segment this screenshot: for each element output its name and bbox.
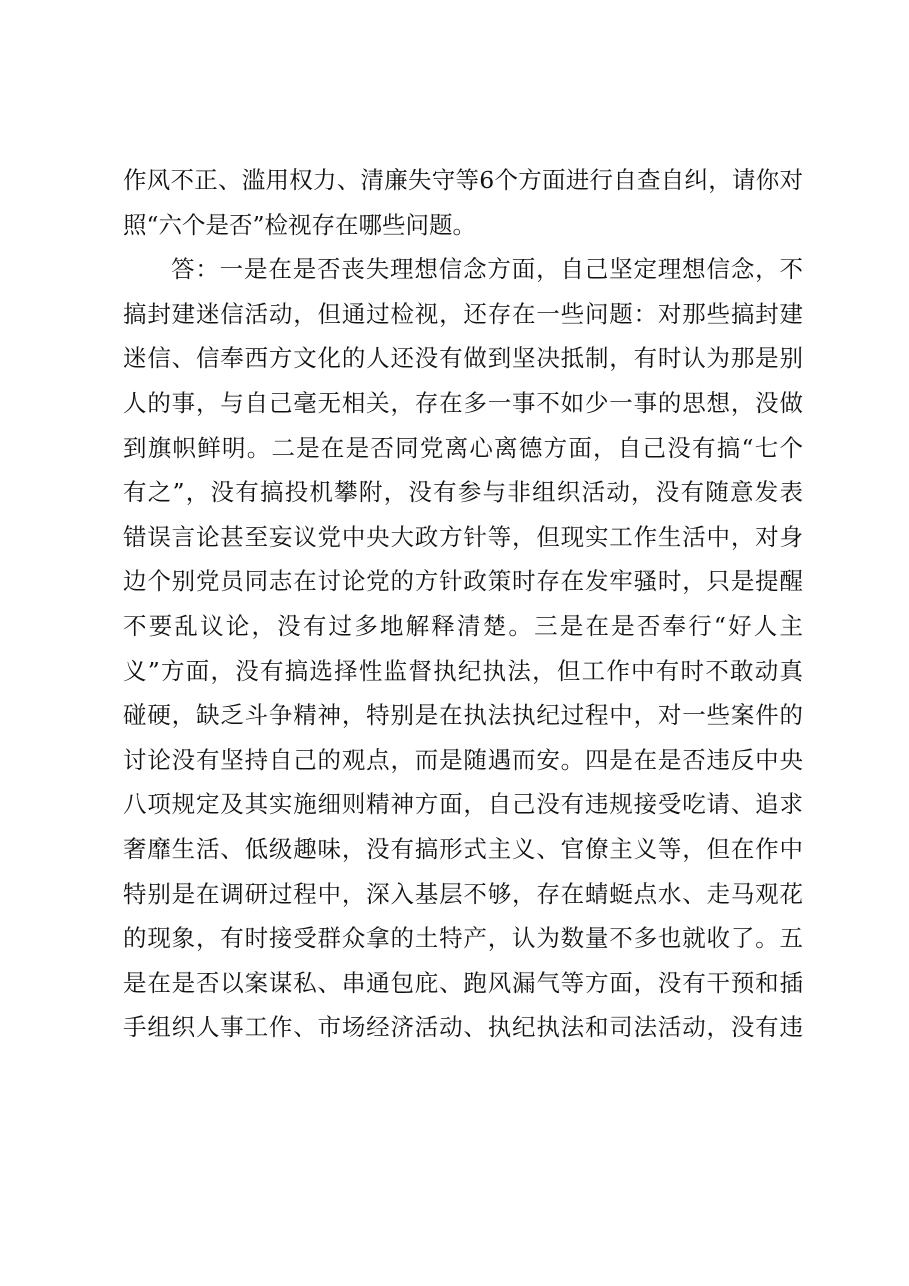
text-line: 有之”，没有搞投机攀附，没有参与非组织活动，没有随意发表 [123,478,803,507]
text-line: 碰硬，缺乏斗争精神，特别是在执法执纪过程中，对一些案件的 [123,701,803,730]
text-line: 义”方面，没有搞选择性监督执纪执法，但工作中有时不敢动真 [123,656,803,685]
text-line: 奢靡生活、低级趣味，没有搞形式主义、官僚主义等，但在作中 [123,834,803,863]
text-line: 的现象，有时接受群众拿的土特产，认为数量不多也就收了。五 [123,924,803,953]
text-line: 到旗帜鲜明。二是在是否同党离心离德方面，自己没有搞“七个 [123,433,803,462]
text-line: 搞封建迷信活动，但通过检视，还存在一些问题：对那些搞封建 [123,299,803,328]
text-line: 错误言论甚至妄议党中央大政方针等，但现实工作生活中，对身 [123,522,803,551]
text-line: 手组织人事工作、市场经济活动、执纪执法和司法活动，没有违 [123,1013,803,1042]
text-line: 作风不正、滥用权力、清廉失守等6个方面进行自查自纠，请你对 [123,166,803,194]
text-line: 八项规定及其实施细则精神方面，自己没有违规接受吃请、追求 [123,790,803,819]
text-line: 人的事，与自己毫无相关，存在多一事不如少一事的思想，没做 [123,388,803,417]
text-line: 边个别党员同志在讨论党的方针政策时存在发牢骚时，只是提醒 [123,567,803,596]
text-line: 特别是在调研过程中，深入基层不够，存在蜻蜓点水、走马观花 [123,879,803,908]
text-line: 迷信、信奉西方文化的人还没有做到坚决抵制，有时认为那是别 [123,344,803,373]
text-line: 答：一是在是否丧失理想信念方面，自己坚定理想信念，不 [171,255,803,284]
text-line: 是在是否以案谋私、串通包庇、跑风漏气等方面，没有干预和插 [123,968,803,997]
body-text [123,158,803,1050]
text-line: 不要乱议论，没有过多地解释清楚。三是在是否奉行“好人主 [123,611,803,640]
text-line: 讨论没有坚持自己的观点，而是随遇而安。四是在是否违反中央 [123,745,803,774]
text-line: 照“六个是否”检视存在哪些问题。 [123,210,477,239]
